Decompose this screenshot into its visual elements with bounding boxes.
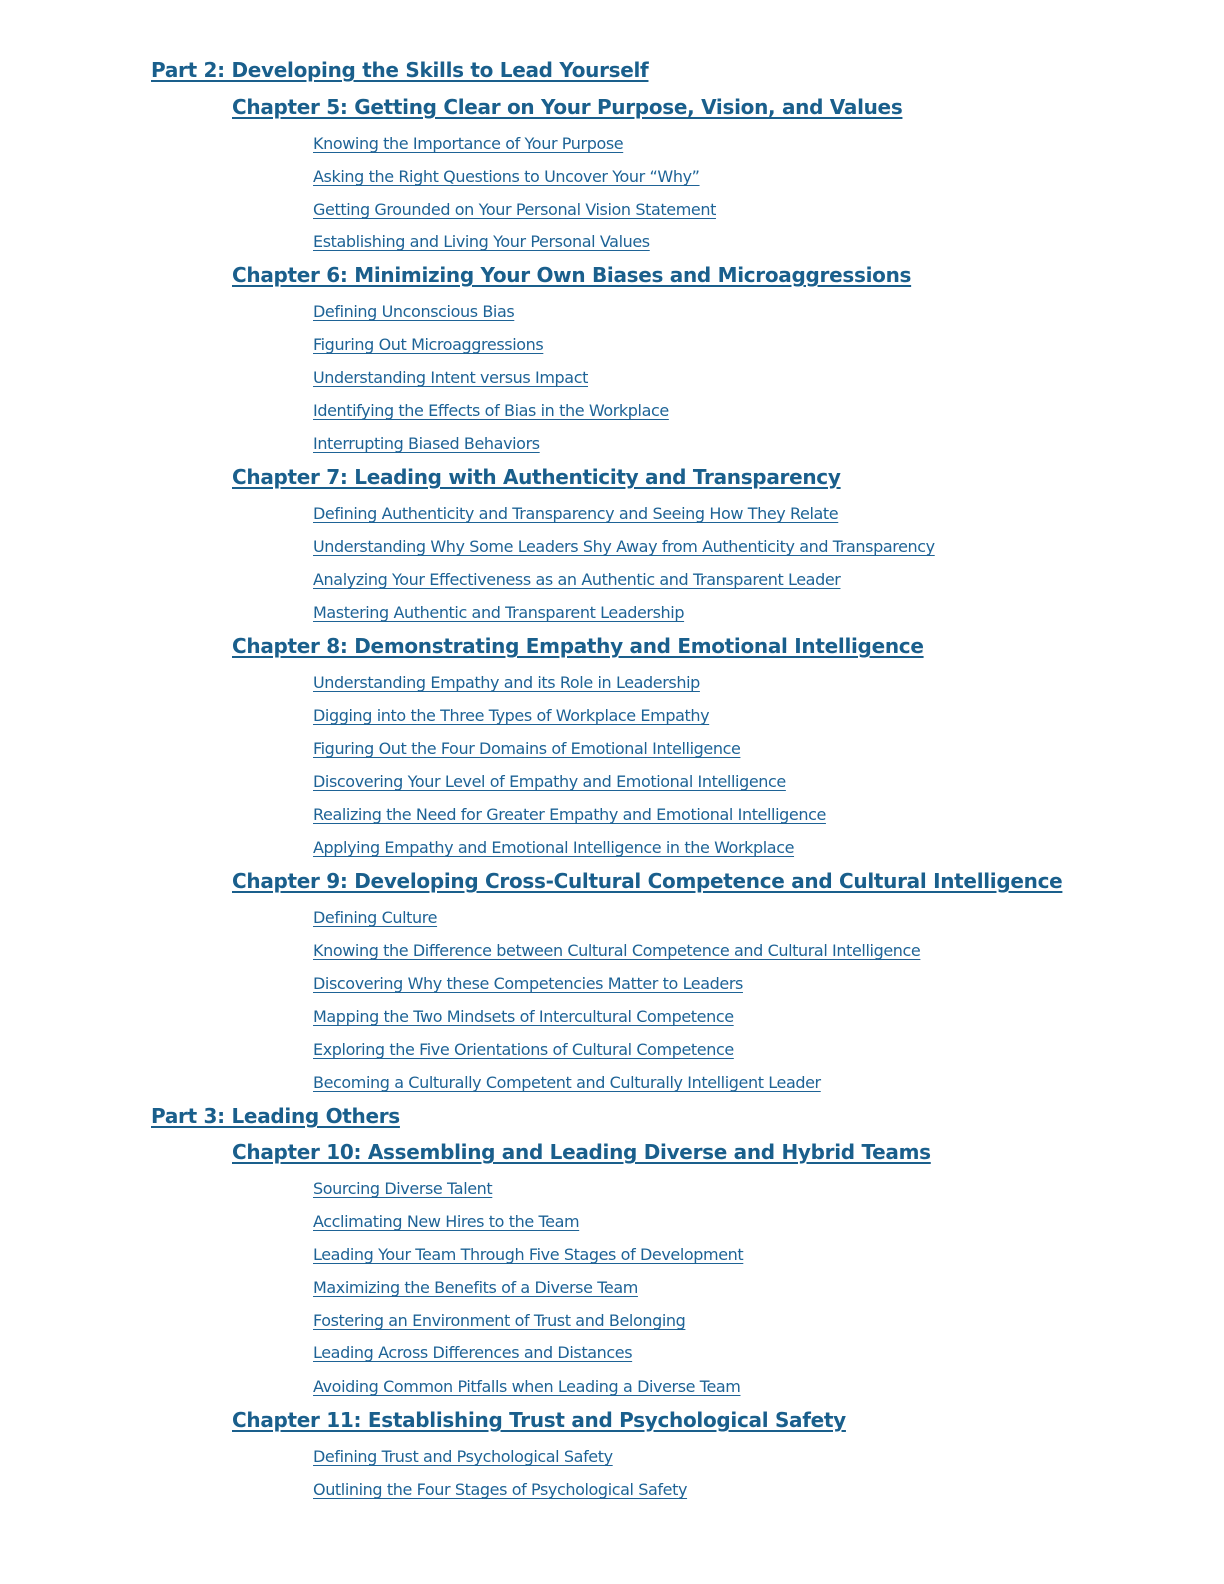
toc-section-link[interactable]: Figuring Out Microaggressions: [313, 335, 544, 354]
toc-section-link[interactable]: Sourcing Diverse Talent: [313, 1179, 493, 1198]
toc-section-link[interactable]: Knowing the Importance of Your Purpose: [313, 134, 624, 153]
toc-section-link[interactable]: Getting Grounded on Your Personal Vision Statement: [313, 200, 716, 219]
toc-section-link[interactable]: Interrupting Biased Behaviors: [313, 434, 540, 453]
toc-section-link[interactable]: Digging into the Three Types of Workplace Empathy: [313, 706, 710, 725]
toc-section-link[interactable]: Exploring the Five Orientations of Cultural Competence: [313, 1040, 734, 1059]
toc-part-2-link[interactable]: Part 2: Developing the Skills to Lead Yourself: [151, 58, 649, 82]
toc-section-link[interactable]: Asking the Right Questions to Uncover Your “Why”: [313, 167, 700, 186]
toc-chapter-5-link[interactable]: Chapter 5: Getting Clear on Your Purpose, Vision, and Values: [232, 95, 903, 119]
toc-section-link[interactable]: Mastering Authentic and Transparent Leadership: [313, 603, 685, 622]
toc-section-link[interactable]: Mapping the Two Mindsets of Intercultural Competence: [313, 1007, 734, 1026]
toc-part-3-link[interactable]: Part 3: Leading Others: [151, 1104, 400, 1128]
toc-section-link[interactable]: Defining Unconscious Bias: [313, 302, 515, 321]
toc-chapter-8-link[interactable]: Chapter 8: Demonstrating Empathy and Emotional Intelligence: [232, 634, 924, 658]
toc-section-link[interactable]: Understanding Intent versus Impact: [313, 368, 588, 387]
toc-section-link[interactable]: Applying Empathy and Emotional Intelligence in the Workplace: [313, 838, 795, 857]
toc-section-link[interactable]: Defining Trust and Psychological Safety: [313, 1447, 613, 1466]
toc-section-link[interactable]: Outlining the Four Stages of Psychological Safety: [313, 1480, 688, 1499]
toc-chapter-11-link[interactable]: Chapter 11: Establishing Trust and Psychological Safety: [232, 1408, 846, 1432]
toc-section-link[interactable]: Understanding Why Some Leaders Shy Away from Authenticity and Transparency: [313, 537, 935, 556]
toc-section-link[interactable]: Realizing the Need for Greater Empathy and Emotional Intelligence: [313, 805, 826, 824]
toc-chapter-7-link[interactable]: Chapter 7: Leading with Authenticity and Transparency: [232, 465, 841, 489]
toc-section-link[interactable]: Avoiding Common Pitfalls when Leading a Diverse Team: [313, 1377, 741, 1396]
toc-section-link[interactable]: Identifying the Effects of Bias in the Workplace: [313, 401, 669, 420]
toc-chapter-6-link[interactable]: Chapter 6: Minimizing Your Own Biases and Microaggressions: [232, 263, 912, 287]
toc-section-link[interactable]: Figuring Out the Four Domains of Emotional Intelligence: [313, 739, 741, 758]
toc-section-link[interactable]: Leading Across Differences and Distances: [313, 1343, 633, 1362]
toc-section-link[interactable]: Defining Authenticity and Transparency and Seeing How They Relate: [313, 504, 839, 523]
toc-section-link[interactable]: Discovering Why these Competencies Matter to Leaders: [313, 974, 743, 993]
toc-section-link[interactable]: Discovering Your Level of Empathy and Emotional Intelligence: [313, 772, 786, 791]
toc-section-link[interactable]: Analyzing Your Effectiveness as an Authentic and Transparent Leader: [313, 570, 841, 589]
toc-section-link[interactable]: Becoming a Culturally Competent and Culturally Intelligent Leader: [313, 1073, 821, 1092]
toc-section-link[interactable]: Acclimating New Hires to the Team: [313, 1212, 580, 1231]
toc-section-link[interactable]: Defining Culture: [313, 908, 438, 927]
toc-section-link[interactable]: Knowing the Difference between Cultural Competence and Cultural Intelligence: [313, 941, 921, 960]
toc-section-link[interactable]: Leading Your Team Through Five Stages of Development: [313, 1245, 744, 1264]
toc-section-link[interactable]: Understanding Empathy and its Role in Leadership: [313, 673, 700, 692]
toc-chapter-10-link[interactable]: Chapter 10: Assembling and Leading Diverse and Hybrid Teams: [232, 1140, 931, 1164]
toc-section-link[interactable]: Maximizing the Benefits of a Diverse Team: [313, 1278, 638, 1297]
toc-section-link[interactable]: Fostering an Environment of Trust and Belonging: [313, 1311, 686, 1330]
toc-chapter-9-link[interactable]: Chapter 9: Developing Cross-Cultural Competence and Cultural Intelligence: [232, 869, 1063, 893]
toc-section-link[interactable]: Establishing and Living Your Personal Values: [313, 232, 650, 251]
